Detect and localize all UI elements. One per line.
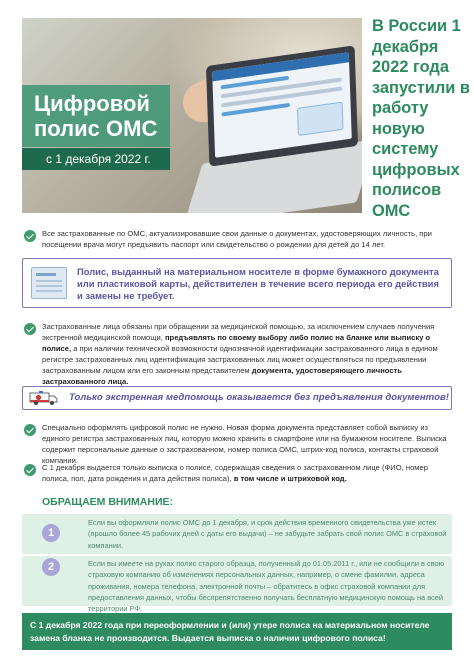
headline: В России 1 декабря 2022 года запустили в работу новую систему цифровых полисов ОМС (372, 17, 470, 220)
laptop-screen (212, 52, 352, 158)
ambulance-icon (29, 390, 59, 406)
note-text-1: Если вы оформляли полис ОМС до 1 декабря, и срок действия временного свидетельства уже истек (прошло более 45 рабочих дней с даты его выдачи) – не забудьте забрать свой полис ОМС в страховой компании. (88, 518, 447, 550)
hero-title-line2: полис ОМС (34, 116, 158, 141)
note-number-1: 1 (42, 524, 60, 542)
hero-title-line1: Цифровой (34, 91, 150, 116)
note-box-1 (22, 514, 452, 554)
policy-card-icon (31, 267, 67, 299)
laptop-icon (206, 45, 358, 166)
attention-heading: ОБРАЩАЕМ ВНИМАНИЕ: (42, 496, 173, 508)
footer-banner: С 1 декабря 2022 года при переоформлении и (или) утере полиса на материальном носителе замена бланка не производится. Выдается выписка о наличии цифрового полиса! (22, 613, 452, 650)
checkmark-icon (24, 230, 36, 242)
point-passport: Все застрахованные по ОМС, актуализировавшие свои данные о документах, удостоверяющих личность, при посещении врача могут предъявить паспорт или свидетельство о рождении для детей до 14 лет. (42, 229, 432, 249)
note-box-2 (22, 556, 452, 614)
checkmark-icon (24, 323, 36, 335)
checkmark-icon (24, 424, 36, 436)
hero-date: с 1 декабря 2022 г. (22, 148, 170, 170)
point-extract: С 1 декабря выдается только выписка о полисе, содержащая сведения о застрахованном лице (ФИО, номер полиса, пол, дата рождения и дата действия полиса), в том числе и штриховой код. (42, 463, 428, 483)
callout-emergency-text: Только экстренная медпомощь оказывается без предъявления документов! (69, 392, 449, 403)
point-digital-policy: Специально оформлять цифровой полис не нужно. Новая форма документа представляет собой выписку из единого регистра застрахованных лиц, которую можно хранить в смартфоне или на бумажном носителе. Выписка содержит персональные данные о застрахованном, номер полиса ОМС, штрих-код полиса, контакты страховой компании. (42, 423, 447, 465)
callout-emergency (22, 386, 452, 410)
point-obligations: Застрахованные лица обязаны при обращении за медицинской помощью, за исключением случаев получения экстренной медицинской помощи, предъявлять по своему выбору либо полис на бланке или выписку о полисе, а при наличии технической возможности однозначной идентификации застрахованного лица в едином регистре застрахованных лиц идентификация застрахованных лиц может осуществляться по предъявлении застрахованным лицом или его законным представителем документа, удостоверяющего личность застрахованного лица. (42, 322, 438, 386)
note-text-2: Если вы имеете на руках полис старого образца, полученный до 01.05.2011 г., или не сообщили в свою страховую компанию об изменениях персональных данных, например, о смене фамилии, адреса проживания, номера телефона, электронной почты – обратитесь в офис страховой компании для предоставления данных, чтобы беспрепятственно получать бесплатную медицинскую помощь на всей территории РФ. (88, 559, 445, 614)
callout-old-policy-text: Полис, выданный на материальном носителе в форме бумажного документа или пластиковой карты, действителен в течение всего периода его действия и замены не требует. (77, 266, 439, 302)
hero-title (22, 85, 170, 147)
callout-old-policy-valid (22, 258, 452, 308)
note-number-2: 2 (42, 558, 60, 576)
checkmark-icon (24, 464, 36, 476)
